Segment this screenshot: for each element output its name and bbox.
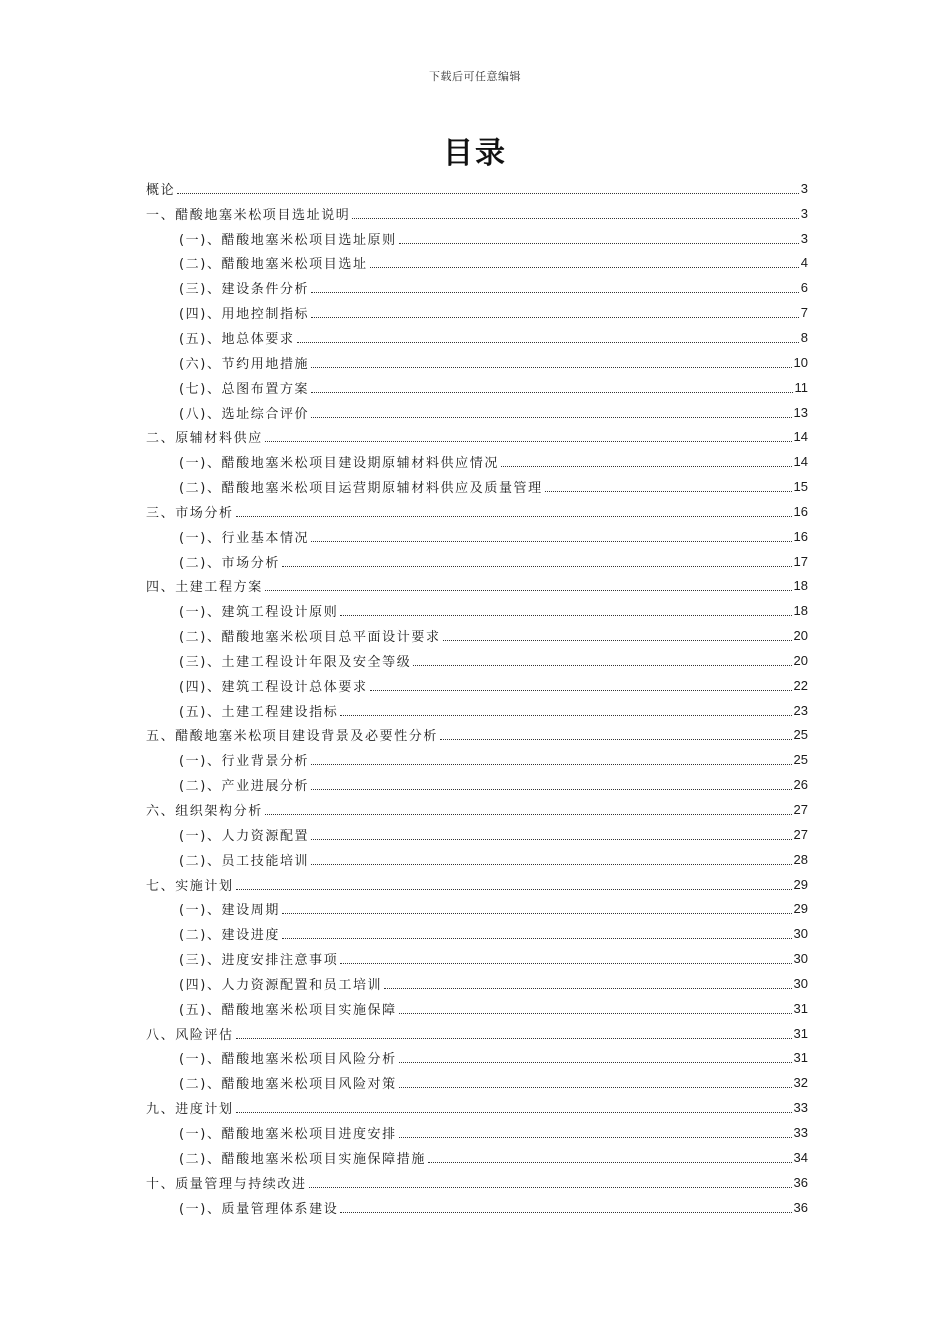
toc-dot-leader — [340, 601, 791, 616]
toc-entry[interactable] — [146, 1095, 808, 1120]
toc-entry[interactable] — [146, 623, 808, 648]
toc-entry[interactable] — [146, 524, 808, 549]
toc-entry-page: 15 — [793, 479, 808, 495]
toc-entry-page: 31 — [793, 1025, 808, 1041]
toc-entry-label: 四、土建工程方案 — [146, 580, 263, 596]
toc-entry-label: (一)、行业背景分析 — [179, 754, 310, 770]
toc-entry-label: (二)、醋酸地塞米松项目总平面设计要求 — [179, 630, 441, 646]
toc-entry[interactable] — [146, 1145, 808, 1170]
toc-entry-label: (二)、产业进展分析 — [179, 779, 310, 795]
toc-entry-label: 概论 — [146, 182, 176, 198]
toc-entry-label: (一)、人力资源配置 — [179, 828, 310, 844]
toc-entry-page: 3 — [800, 180, 808, 196]
table-of-contents — [146, 176, 808, 1219]
toc-dot-leader — [236, 875, 792, 890]
toc-dot-leader — [311, 278, 799, 293]
toc-entry[interactable] — [146, 400, 808, 425]
toc-entry-page: 18 — [793, 578, 808, 594]
toc-dot-leader — [399, 1073, 792, 1088]
page-header: 下载后可任意编辑 — [429, 70, 521, 83]
toc-dot-leader — [236, 1098, 792, 1113]
toc-entry-page: 33 — [793, 1124, 808, 1140]
toc-entry-label: (一)、行业基本情况 — [179, 530, 310, 546]
toc-entry[interactable] — [146, 971, 808, 996]
toc-entry-page: 36 — [793, 1174, 808, 1190]
toc-entry[interactable] — [146, 325, 808, 350]
toc-entry-label: (二)、员工技能培训 — [179, 853, 310, 869]
toc-dot-leader — [311, 353, 791, 368]
toc-dot-leader — [236, 502, 792, 517]
toc-entry-label: (二)、醋酸地塞米松项目实施保障措施 — [179, 1151, 426, 1167]
toc-dot-leader — [545, 477, 792, 492]
toc-entry[interactable] — [146, 723, 808, 748]
toc-entry-page: 20 — [793, 652, 808, 668]
toc-entry-page: 16 — [793, 528, 808, 544]
toc-entry-page: 13 — [793, 404, 808, 420]
toc-entry-page: 4 — [800, 255, 808, 271]
toc-entry-label: (五)、地总体要求 — [179, 331, 295, 347]
toc-entry-label: (五)、醋酸地塞米松项目实施保障 — [179, 1002, 397, 1018]
toc-entry-page: 36 — [793, 1199, 808, 1215]
toc-entry[interactable] — [146, 772, 808, 797]
toc-entry-label: (二)、醋酸地塞米松项目运营期原辅材料供应及质量管理 — [179, 481, 543, 497]
toc-dot-leader — [282, 552, 792, 567]
toc-entry[interactable] — [146, 1046, 808, 1071]
toc-entry[interactable] — [146, 226, 808, 251]
toc-entry[interactable] — [146, 474, 808, 499]
toc-entry-label: (一)、醋酸地塞米松项目选址原则 — [179, 232, 397, 248]
toc-entry-page: 26 — [793, 777, 808, 793]
toc-dot-leader — [399, 1048, 792, 1063]
toc-entry-label: (六)、节约用地措施 — [179, 356, 310, 372]
toc-entry-page: 10 — [793, 354, 808, 370]
toc-dot-leader — [311, 850, 791, 865]
toc-dot-leader — [311, 378, 792, 393]
toc-dot-leader — [311, 527, 791, 542]
toc-entry[interactable] — [146, 499, 808, 524]
toc-entry[interactable] — [146, 1070, 808, 1095]
toc-entry-page: 18 — [793, 603, 808, 619]
toc-entry-label: (一)、醋酸地塞米松项目建设期原辅材料供应情况 — [179, 456, 499, 472]
toc-entry-page: 32 — [793, 1075, 808, 1091]
toc-dot-leader — [297, 328, 799, 343]
toc-entry[interactable] — [146, 1021, 808, 1046]
toc-entry-label: (二)、建设进度 — [179, 928, 280, 944]
toc-title: 目录 — [443, 136, 507, 171]
toc-entry[interactable] — [146, 946, 808, 971]
toc-entry-label: (一)、醋酸地塞米松项目风险分析 — [179, 1052, 397, 1068]
toc-entry[interactable] — [146, 201, 808, 226]
toc-entry[interactable] — [146, 574, 808, 599]
toc-entry[interactable] — [146, 797, 808, 822]
toc-dot-leader — [384, 974, 791, 989]
toc-entry[interactable] — [146, 300, 808, 325]
toc-entry-page: 25 — [793, 727, 808, 743]
toc-entry-page: 3 — [800, 230, 808, 246]
toc-entry[interactable] — [146, 350, 808, 375]
toc-dot-leader — [440, 725, 792, 740]
toc-entry-page: 23 — [793, 702, 808, 718]
toc-entry-label: (四)、人力资源配置和员工培训 — [179, 977, 383, 993]
toc-entry-page: 30 — [793, 951, 808, 967]
toc-entry-page: 30 — [793, 926, 808, 942]
toc-dot-leader — [309, 1173, 792, 1188]
toc-entry[interactable] — [146, 375, 808, 400]
toc-dot-leader — [311, 775, 791, 790]
toc-entry-page: 29 — [793, 876, 808, 892]
toc-entry-label: 三、市场分析 — [146, 505, 234, 521]
toc-entry-label: (二)、醋酸地塞米松项目选址 — [179, 257, 368, 273]
toc-entry-label: 六、组织架构分析 — [146, 804, 263, 820]
toc-dot-leader — [340, 1198, 791, 1213]
toc-entry-label: (四)、建筑工程设计总体要求 — [179, 679, 368, 695]
toc-entry[interactable] — [146, 424, 808, 449]
toc-dot-leader — [311, 303, 799, 318]
toc-dot-leader — [311, 825, 791, 840]
toc-dot-leader — [501, 452, 792, 467]
toc-entry[interactable] — [146, 251, 808, 276]
toc-entry[interactable] — [146, 176, 808, 201]
toc-entry[interactable] — [146, 1195, 808, 1220]
toc-dot-leader — [177, 179, 799, 194]
toc-entry[interactable] — [146, 698, 808, 723]
toc-entry-label: (三)、进度安排注意事项 — [179, 953, 339, 969]
toc-entry-page: 31 — [793, 1050, 808, 1066]
toc-entry-page: 8 — [800, 329, 808, 345]
toc-entry-page: 29 — [793, 901, 808, 917]
toc-entry-page: 7 — [800, 305, 808, 321]
toc-entry-label: (四)、用地控制指标 — [179, 307, 310, 323]
toc-entry-label: (一)、建设周期 — [179, 903, 280, 919]
toc-entry-label: (八)、选址综合评价 — [179, 406, 310, 422]
toc-entry-page: 11 — [794, 379, 808, 395]
toc-dot-leader — [265, 576, 792, 591]
toc-entry-page: 16 — [793, 503, 808, 519]
toc-dot-leader — [370, 676, 792, 691]
toc-dot-leader — [399, 999, 792, 1014]
toc-dot-leader — [370, 253, 799, 268]
toc-entry-label: (一)、醋酸地塞米松项目进度安排 — [179, 1126, 397, 1142]
toc-entry[interactable] — [146, 747, 808, 772]
toc-entry-page: 6 — [800, 280, 808, 296]
toc-entry-page: 22 — [793, 677, 808, 693]
toc-dot-leader — [352, 204, 798, 219]
toc-dot-leader — [399, 1123, 792, 1138]
toc-entry-page: 14 — [793, 429, 808, 445]
toc-dot-leader — [428, 1148, 792, 1163]
toc-entry[interactable] — [146, 822, 808, 847]
toc-entry-label: 七、实施计划 — [146, 878, 234, 894]
toc-entry-page: 27 — [793, 802, 808, 818]
toc-dot-leader — [399, 229, 799, 244]
toc-dot-leader — [311, 403, 791, 418]
toc-entry-page: 14 — [793, 454, 808, 470]
toc-dot-leader — [236, 1024, 792, 1039]
toc-entry-page: 17 — [793, 553, 808, 569]
toc-entry-label: (三)、建设条件分析 — [179, 282, 310, 298]
toc-entry-label: (七)、总图布置方案 — [179, 381, 310, 397]
toc-entry-page: 25 — [793, 752, 808, 768]
toc-entry-page: 3 — [800, 205, 808, 221]
toc-entry-page: 33 — [793, 1100, 808, 1116]
toc-entry[interactable] — [146, 872, 808, 897]
toc-dot-leader — [413, 651, 791, 666]
toc-entry-label: 十、质量管理与持续改进 — [146, 1176, 307, 1192]
toc-entry[interactable] — [146, 275, 808, 300]
toc-entry-label: (二)、醋酸地塞米松项目风险对策 — [179, 1077, 397, 1093]
toc-dot-leader — [311, 750, 791, 765]
toc-entry-page: 28 — [793, 851, 808, 867]
toc-dot-leader — [340, 701, 791, 716]
toc-entry[interactable] — [146, 449, 808, 474]
toc-entry-label: (五)、土建工程建设指标 — [179, 704, 339, 720]
toc-entry-page: 30 — [793, 975, 808, 991]
toc-entry[interactable] — [146, 648, 808, 673]
toc-dot-leader — [282, 899, 792, 914]
toc-entry-label: 八、风险评估 — [146, 1027, 234, 1043]
toc-entry[interactable] — [146, 549, 808, 574]
toc-entry-label: (一)、质量管理体系建设 — [179, 1201, 339, 1217]
toc-entry[interactable] — [146, 847, 808, 872]
toc-entry[interactable] — [146, 673, 808, 698]
toc-dot-leader — [282, 924, 792, 939]
toc-entry-page: 34 — [793, 1149, 808, 1165]
toc-entry[interactable] — [146, 1120, 808, 1145]
toc-entry-label: (三)、土建工程设计年限及安全等级 — [179, 654, 412, 670]
toc-entry[interactable] — [146, 921, 808, 946]
toc-entry[interactable] — [146, 598, 808, 623]
toc-entry-page: 27 — [793, 826, 808, 842]
toc-entry[interactable] — [146, 996, 808, 1021]
toc-entry-page: 20 — [793, 628, 808, 644]
toc-entry-label: 一、醋酸地塞米松项目选址说明 — [146, 207, 351, 223]
toc-dot-leader — [340, 949, 791, 964]
toc-entry-label: (一)、建筑工程设计原则 — [179, 605, 339, 621]
toc-entry-page: 31 — [793, 1000, 808, 1016]
toc-entry[interactable] — [146, 896, 808, 921]
toc-entry-label: 五、醋酸地塞米松项目建设背景及必要性分析 — [146, 729, 439, 745]
toc-entry-label: (二)、市场分析 — [179, 555, 280, 571]
toc-dot-leader — [265, 800, 792, 815]
toc-entry-label: 二、原辅材料供应 — [146, 431, 263, 447]
toc-entry[interactable] — [146, 1170, 808, 1195]
toc-entry-label: 九、进度计划 — [146, 1102, 234, 1118]
toc-dot-leader — [443, 626, 792, 641]
toc-dot-leader — [265, 427, 792, 442]
